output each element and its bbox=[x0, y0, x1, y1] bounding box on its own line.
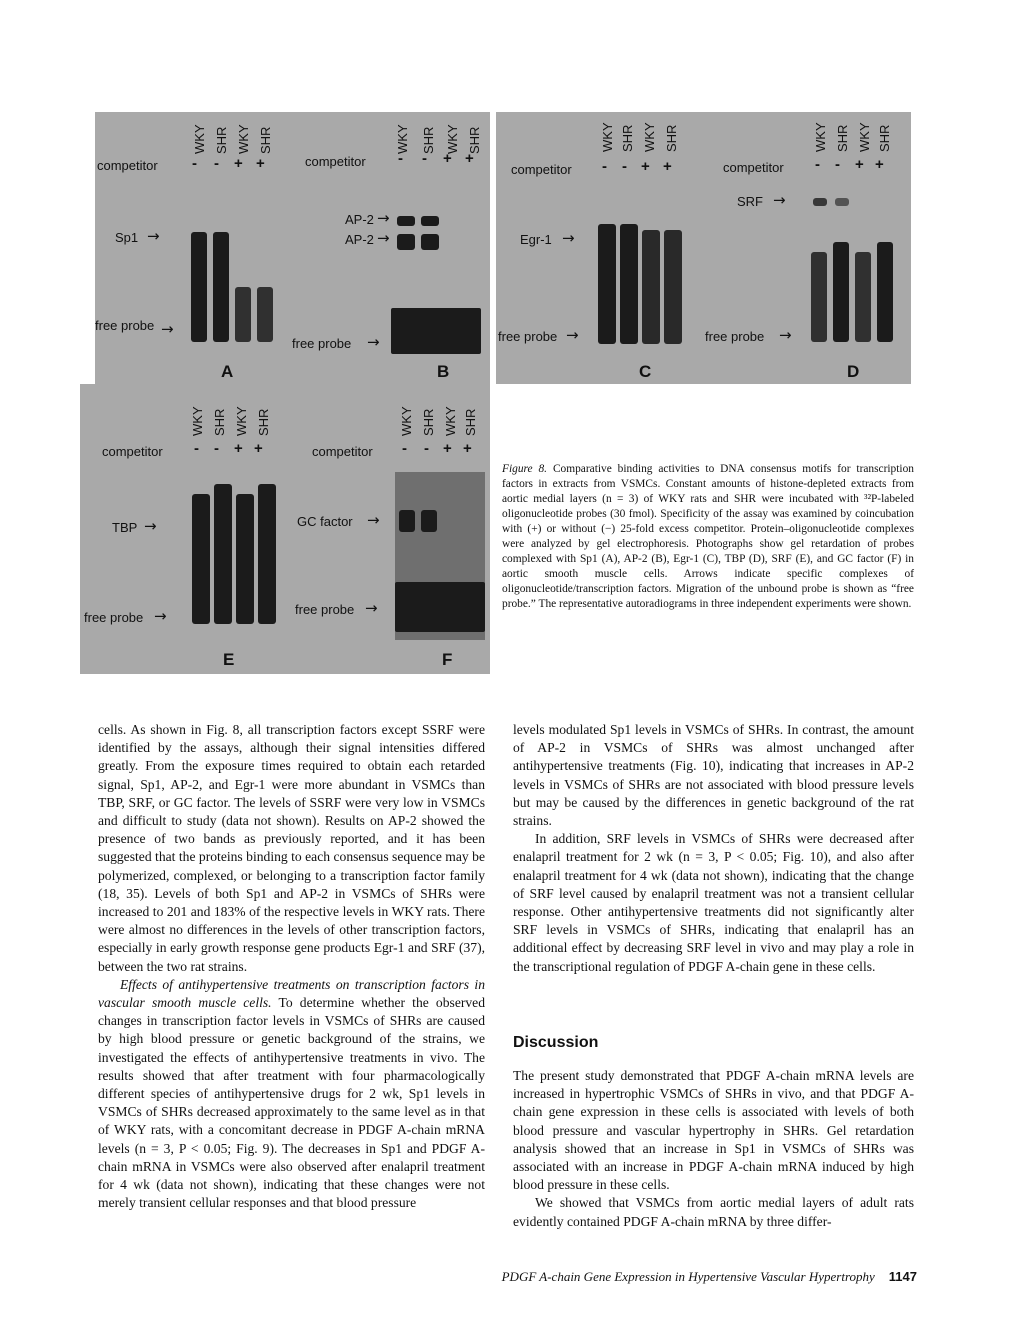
competitor-label: competitor bbox=[723, 160, 784, 175]
lane-label: SHR bbox=[212, 408, 227, 436]
competitor-label: competitor bbox=[511, 162, 572, 177]
gel-band bbox=[397, 234, 415, 250]
paragraph: levels modulated Sp1 levels in VSMCs of SHRs. In contrast, the amount of AP-2 in VSMCs of SHRs was almost unchanged after antihypertensive treatments (Fig. 10), indicating that increases in AP-2 levels in VSMCs of SHRs are not associated with blood pressure levels but may be caused by the differences in genetic background of the rat strains. bbox=[513, 722, 914, 829]
panel-letter: F bbox=[442, 650, 453, 669]
band-label-gc-factor: GC factor bbox=[297, 514, 353, 529]
paragraph: We showed that VSMCs from aortic medial layers of adult rats evidently contained PDGF A-chain mRNA by three differ- bbox=[513, 1195, 914, 1229]
lane-label: SHR bbox=[835, 124, 850, 152]
competitor-label: competitor bbox=[102, 444, 163, 459]
competitor-label: competitor bbox=[312, 444, 373, 459]
lane-label: WKY bbox=[234, 406, 249, 436]
gel-band bbox=[664, 230, 682, 344]
lane-label: WKY bbox=[445, 124, 460, 154]
paragraph-text: To determine whether the observed changes in transcription factor levels in VSMCs of SHRs are caused by high blood pressure or genetic background of the strains, we investigated the effects of antihypertensive treatments in vivo. The results showed that after treatment with four pharmacologically different species of antihypertensive drugs for 2 wk, Sp1 levels in VSMCs of SHRs decreased approximately to the same level as in that of WKY rats, with a concomitant decrease in PDGF A-chain mRNA levels (n = 3, P < 0.05; Fig. 9). The decreases in Sp1 and PDGF A-chain mRNA in VSMCs were also observed after enalapril treatment for 4 wk (data not shown), indicating that these changes were not merely transient cellular responses and that blood pressure bbox=[98, 995, 486, 1211]
competitor-sign: - bbox=[194, 440, 199, 457]
competitor-sign: - bbox=[214, 155, 219, 172]
gel-band bbox=[399, 510, 415, 532]
paragraph: cells. As shown in Fig. 8, all transcription factors except SSRF were identified by the assays, although their signal intensities differed greatly. From the exposure times required to obtain each retarded signal, Sp1, AP-2, and Egr-1 were more abundant in VSMCs than TBP, SRF, or GC factor. The levels of SSRF were very low in VSMCs and difficult to study (data not shown). Results on AP-2 showed the presence of two bands as previously reported, and it has been suggested that the proteins binding to each consensus sequence may be polymerized, complexed, or belonging to a transcription factor family (18, 35). Levels of both Sp1 and AP-2 in VSMCs of SHRs were increased to 201 and 183% of the respective levels in WKY rats. There were almost no differences in the levels of other transcription factors, especially in early growth response gene products Egr-1 and SRF (37), between the two rat strains. bbox=[98, 722, 485, 974]
band-label-egr1: Egr-1 bbox=[520, 232, 552, 247]
paragraph: The present study demonstrated that PDGF A-chain mRNA levels are increased in hypertrophic VSMCs of SHRs in vivo, and that PDGF A-chain gene expression in these cells is associated with levels of both blood pressure and vascular hypertrophy in SHRs. Gel retardation analysis showed that an increase in Sp1 in VSMCs of SHRs was associated with an increase in PDGF A-chain mRNA induced by high blood pressure in these cells. bbox=[513, 1068, 914, 1193]
arrow-icon: → bbox=[367, 511, 380, 529]
band-label-ap2-lower: AP-2 bbox=[345, 232, 374, 247]
competitor-sign: - bbox=[602, 158, 607, 175]
panel-letter: E bbox=[223, 650, 235, 669]
gel-band bbox=[235, 287, 251, 342]
arrow-icon: → bbox=[377, 209, 390, 227]
lane-label: SHR bbox=[214, 126, 229, 154]
gel-band bbox=[421, 234, 439, 250]
gel-panel-b bbox=[287, 112, 490, 384]
competitor-sign: + bbox=[256, 155, 265, 172]
band-label-sp1: Sp1 bbox=[115, 230, 139, 245]
free-probe-label: free probe bbox=[498, 329, 558, 344]
lane-label: SHR bbox=[421, 408, 436, 436]
gel-band bbox=[397, 216, 415, 226]
gel-band bbox=[877, 242, 893, 342]
gel-band bbox=[236, 494, 254, 624]
lane-label: SHR bbox=[664, 124, 679, 152]
gel-band bbox=[833, 242, 849, 342]
gel-band bbox=[811, 252, 827, 342]
competitor-sign: + bbox=[443, 440, 452, 457]
panel-letter: B bbox=[437, 362, 450, 381]
band-label-tbp: TBP bbox=[112, 520, 138, 535]
gel-panel-e bbox=[80, 384, 287, 674]
gel-band bbox=[213, 232, 229, 342]
competitor-sign: + bbox=[875, 156, 884, 173]
paragraph: In addition, SRF levels in VSMCs of SHRs were decreased after enalapril treatment for 2 wk (n = 3, P < 0.05; Fig. 10), and also after enalapril treatment for 4 wk (data not shown), indicating that the change of SRF level caused by enalapril treatment was not a transient cellular response. Other antihypertensive treatments did not significantly alter SRF levels in VSMCs of SHRs, indicating that enalapril has an additional effect by decreasing SRF level in vivo and may play a role in the transcriptional regulation of PDGF A-chain gene in these cells. bbox=[513, 831, 914, 974]
gel-band bbox=[421, 510, 437, 532]
lane-label: WKY bbox=[857, 122, 872, 152]
lane-label: WKY bbox=[642, 122, 657, 152]
running-title: PDGF A-chain Gene Expression in Hypertensive Vascular Hypertrophy bbox=[501, 1269, 875, 1284]
gel-band bbox=[598, 224, 616, 344]
competitor-sign: + bbox=[443, 150, 452, 167]
lane-label: WKY bbox=[190, 406, 205, 436]
right-column-top bbox=[513, 721, 914, 976]
competitor-sign: + bbox=[855, 156, 864, 173]
competitor-sign: - bbox=[424, 440, 429, 457]
figure-caption bbox=[502, 462, 914, 612]
competitor-sign: - bbox=[622, 158, 627, 175]
free-probe-label: free probe bbox=[84, 610, 144, 625]
competitor-sign: + bbox=[641, 158, 650, 175]
section-run-in-title: Effects of antihypertensive treatments on transcription factors in vascular smooth muscle cells. bbox=[98, 976, 485, 1011]
lane-label: WKY bbox=[399, 406, 414, 436]
arrow-icon: → bbox=[779, 326, 792, 344]
gel-band bbox=[421, 216, 439, 226]
lane-label: SHR bbox=[463, 408, 478, 436]
competitor-sign: + bbox=[663, 158, 672, 175]
lane-label: WKY bbox=[813, 122, 828, 152]
gel-band bbox=[395, 582, 485, 632]
competitor-sign: + bbox=[463, 440, 472, 457]
competitor-sign: - bbox=[192, 155, 197, 172]
running-footer bbox=[452, 1269, 917, 1285]
gel-band bbox=[258, 484, 276, 624]
gel-panel-c bbox=[496, 112, 701, 384]
left-column bbox=[98, 721, 485, 1212]
right-column-bottom bbox=[513, 1067, 914, 1231]
arrow-icon: → bbox=[367, 333, 380, 351]
gel-band bbox=[214, 484, 232, 624]
competitor-sign: + bbox=[234, 440, 243, 457]
gel-panel-d bbox=[701, 112, 911, 384]
gel-band bbox=[642, 230, 660, 344]
gel-panel-a bbox=[95, 112, 287, 384]
band-label-ap2-upper: AP-2 bbox=[345, 212, 374, 227]
arrow-icon: → bbox=[562, 229, 575, 247]
panel-letter: A bbox=[221, 362, 234, 381]
arrow-icon: → bbox=[377, 229, 390, 247]
panel-letter: C bbox=[639, 362, 652, 381]
caption-text: Comparative binding activities to DNA consensus motifs for transcription factors in extracts from VSMCs. Constant amounts of histone-depleted extracts from aortic medial layers (n = 3) of WKY rats and SHR were incubated with ³²P-labeled oligonucleotide probes (30 fmol). Specificity of the assay was examined by coincubation with (+) or without (−) 25-fold excess competitor. Protein–oligonucleotide complexes were analyzed by gel electrophoresis. Photographs show gel retardation of probes complexed with Sp1 (A), AP-2 (B), Egr-1 (C), TBP (D), SRF (E), and GC factor (F) in aortic smooth muscle cells. Arrows indicate specific complexes of oligonucleotide/transcription factors. Migration of the unbound probe is shown as “free probe.” The representative autoradiograms in three independent experiments were shown. bbox=[502, 463, 914, 610]
lane-label: SHR bbox=[467, 126, 482, 154]
figure-label: Figure 8. bbox=[502, 463, 548, 475]
lane-label: WKY bbox=[600, 122, 615, 152]
competitor-sign: + bbox=[254, 440, 263, 457]
arrow-icon: → bbox=[161, 320, 174, 338]
gel-band bbox=[192, 494, 210, 624]
competitor-sign: - bbox=[398, 150, 403, 167]
section-heading: Discussion bbox=[513, 1034, 599, 1051]
lane-label: SHR bbox=[421, 126, 436, 154]
competitor-sign: - bbox=[422, 150, 427, 167]
competitor-sign: - bbox=[214, 440, 219, 457]
competitor-label: competitor bbox=[97, 158, 158, 173]
arrow-icon: → bbox=[773, 191, 786, 209]
arrow-icon: → bbox=[154, 607, 167, 625]
arrow-icon: → bbox=[147, 227, 160, 245]
lane-label: WKY bbox=[443, 406, 458, 436]
gel-band bbox=[835, 198, 849, 206]
competitor-sign: + bbox=[234, 155, 243, 172]
gel-band bbox=[191, 232, 207, 342]
gel-band bbox=[855, 252, 871, 342]
free-probe-label: free probe bbox=[705, 329, 765, 344]
panel-letter: D bbox=[847, 362, 860, 381]
competitor-sign: + bbox=[465, 150, 474, 167]
competitor-sign: - bbox=[835, 156, 840, 173]
lane-label: SHR bbox=[877, 124, 892, 152]
gel-band bbox=[391, 308, 481, 354]
band-label-srf: SRF bbox=[737, 194, 763, 209]
free-probe-label: free probe bbox=[295, 602, 355, 617]
gel-band bbox=[620, 224, 638, 344]
arrow-icon: → bbox=[566, 326, 579, 344]
free-probe-label: free probe bbox=[95, 318, 155, 333]
lane-label: SHR bbox=[258, 126, 273, 154]
free-probe-label: free probe bbox=[292, 336, 352, 351]
gel-band bbox=[813, 198, 827, 206]
paragraph bbox=[98, 976, 485, 1213]
competitor-label: competitor bbox=[305, 154, 366, 169]
lane-label: WKY bbox=[236, 124, 251, 154]
competitor-sign: - bbox=[815, 156, 820, 173]
gel-panel-f bbox=[287, 384, 490, 674]
page-number: 1147 bbox=[888, 1269, 917, 1284]
arrow-icon: → bbox=[365, 599, 378, 617]
competitor-sign: - bbox=[402, 440, 407, 457]
gel-band bbox=[257, 287, 273, 342]
lane-label: WKY bbox=[192, 124, 207, 154]
lane-label: SHR bbox=[620, 124, 635, 152]
lane-label: SHR bbox=[256, 408, 271, 436]
lane-label: WKY bbox=[395, 124, 410, 154]
arrow-icon: → bbox=[144, 517, 157, 535]
